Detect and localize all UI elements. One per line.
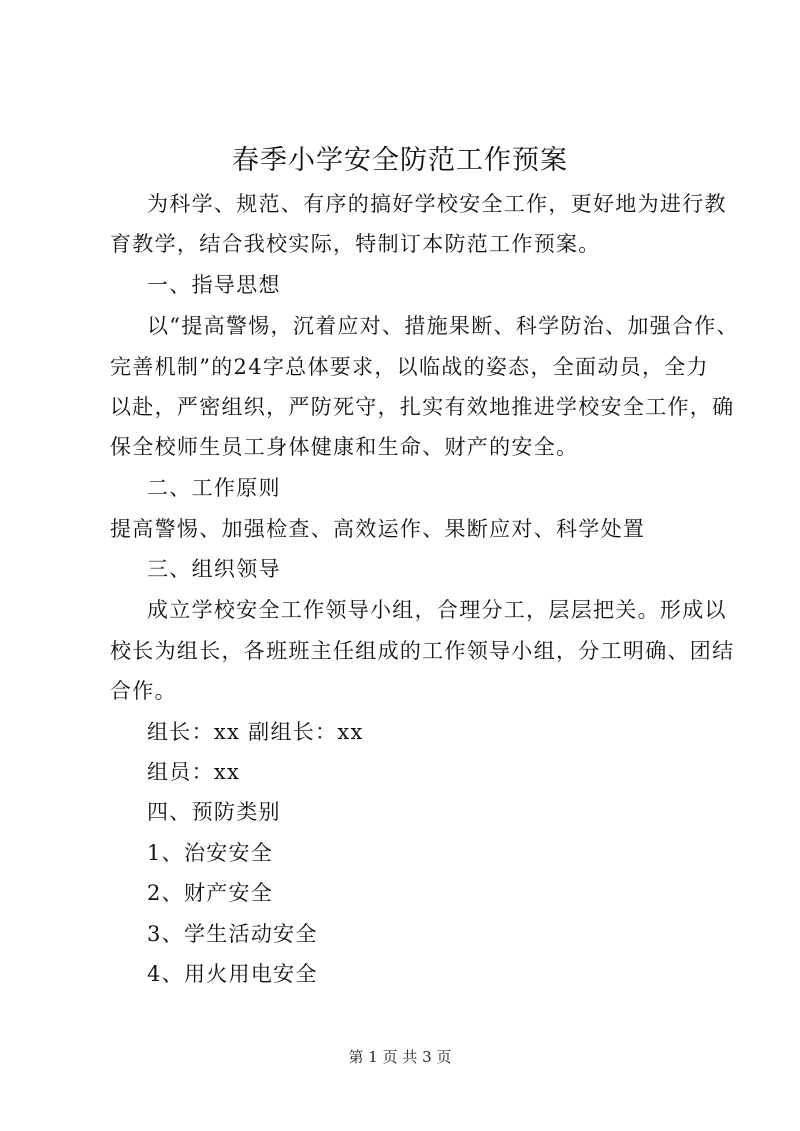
list-item: 2、财产安全 [147, 881, 274, 905]
intro-line-2: 育教学，结合我校实际，特制订本防范工作预案。 [110, 232, 601, 256]
list-item: 3、学生活动安全 [147, 922, 318, 946]
section-heading-guiding-ideology: 一、指导思想 [147, 273, 281, 297]
section1-line-4: 保全校师生员工身体健康和生命、财产的安全。 [110, 435, 579, 459]
section3-line-1: 成立学校安全工作领导小组，合理分工，层层把关。形成以 [147, 598, 727, 622]
section1-line-2: 完善机制”的24字总体要求，以临战的姿态，全面动员，全力 [110, 355, 709, 379]
intro-line-1: 为科学、规范、有序的搞好学校安全工作，更好地为进行教 [147, 192, 727, 216]
section1-line-3: 以赴，严密组织，严防死守，扎实有效地推进学校安全工作，确 [110, 395, 735, 419]
page-indicator: 第 1 页 共 3 页 [348, 1048, 452, 1066]
section-heading-organization: 三、组织领导 [147, 557, 281, 581]
list-item: 1、治安安全 [147, 841, 274, 865]
leaders-line: 组长：xx 副组长：xx [147, 720, 364, 744]
section3-line-2: 校长为组长，各班班主任组成的工作领导小组，分工明确、团结 [110, 639, 735, 663]
section-heading-work-principles: 二、工作原则 [147, 476, 281, 500]
members-line: 组员：xx [147, 760, 241, 784]
section3-line-3: 合作。 [110, 679, 177, 703]
section1-line-1: 以“提高警惕，沉着应对、措施果断、科学防治、加强合作、 [147, 314, 739, 338]
list-item: 4、用火用电安全 [147, 962, 318, 986]
section2-line-1: 提高警惕、加强检查、高效运作、果断应对、科学处置 [110, 517, 646, 541]
document-title: 春季小学安全防范工作预案 [232, 145, 568, 176]
section-heading-prevention-categories: 四、预防类别 [147, 800, 281, 824]
